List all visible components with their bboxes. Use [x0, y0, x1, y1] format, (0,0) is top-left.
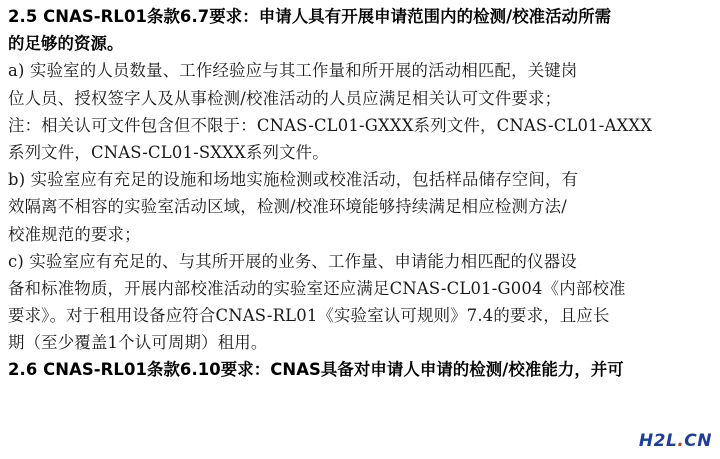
watermark-dot: . [677, 431, 685, 451]
watermark-main-text: H2L [638, 431, 678, 451]
section-heading-2-5-continued: 的足够的资源。 [8, 34, 124, 54]
paragraph-item-c-line-1: c) 实验室应有充足的、与其所开展的业务、工作量、申请能力相匹配的仪器设 [8, 251, 577, 271]
paragraph-item-c-line-3: 要求》。对于租用设备应符合CNAS-RL01《实验室认可规则》7.4的要求，且应长 [8, 306, 610, 326]
paragraph-item-c-line-4: 期（至少覆盖1个认可周期）租用。 [8, 333, 268, 353]
section-heading-2-5: 2.5 CNAS-RL01条款6.7要求：申请人具有开展申请范围内的检测/校准活动所需 [8, 7, 612, 26]
watermark-suffix-text: CN [684, 431, 712, 451]
paragraph-item-a-line-1: a) 实验室的人员数量、工作经验应与其工作量和所开展的活动相匹配，关键岗 [8, 61, 578, 81]
document-body [8, 3, 714, 384]
site-watermark-logo [639, 431, 712, 451]
paragraph-item-a-line-2: 位人员、授权签字人及从事检测/校准活动的人员应满足相关认可文件要求； [8, 88, 562, 108]
paragraph-item-b-line-3: 校准规范的要求； [8, 224, 141, 244]
paragraph-note-line-2: 系列文件，CNAS-CL01-SXXX系列文件。 [8, 142, 329, 162]
paragraph-item-b-line-1: b) 实验室应有充足的设施和场地实施检测或校准活动，包括样品储存空间，有 [8, 170, 579, 190]
paragraph-note-line-1: 注：相关认可文件包含但不限于：CNAS-CL01-GXXX系列文件，CNAS-CL01-AXXX [8, 115, 653, 135]
paragraph-item-c-line-2: 备和标准物质，开展内部校准活动的实验室还应满足CNAS-CL01-G004《内部校准 [8, 278, 626, 298]
section-heading-2-6: 2.6 CNAS-RL01条款6.10要求：CNAS具备对申请人申请的检测/校准能力，并可 [8, 360, 624, 380]
paragraph-item-b-line-2: 效隔离不相容的实验室活动区域，检测/校准环境能够持续满足相应检测方法/ [8, 197, 567, 217]
